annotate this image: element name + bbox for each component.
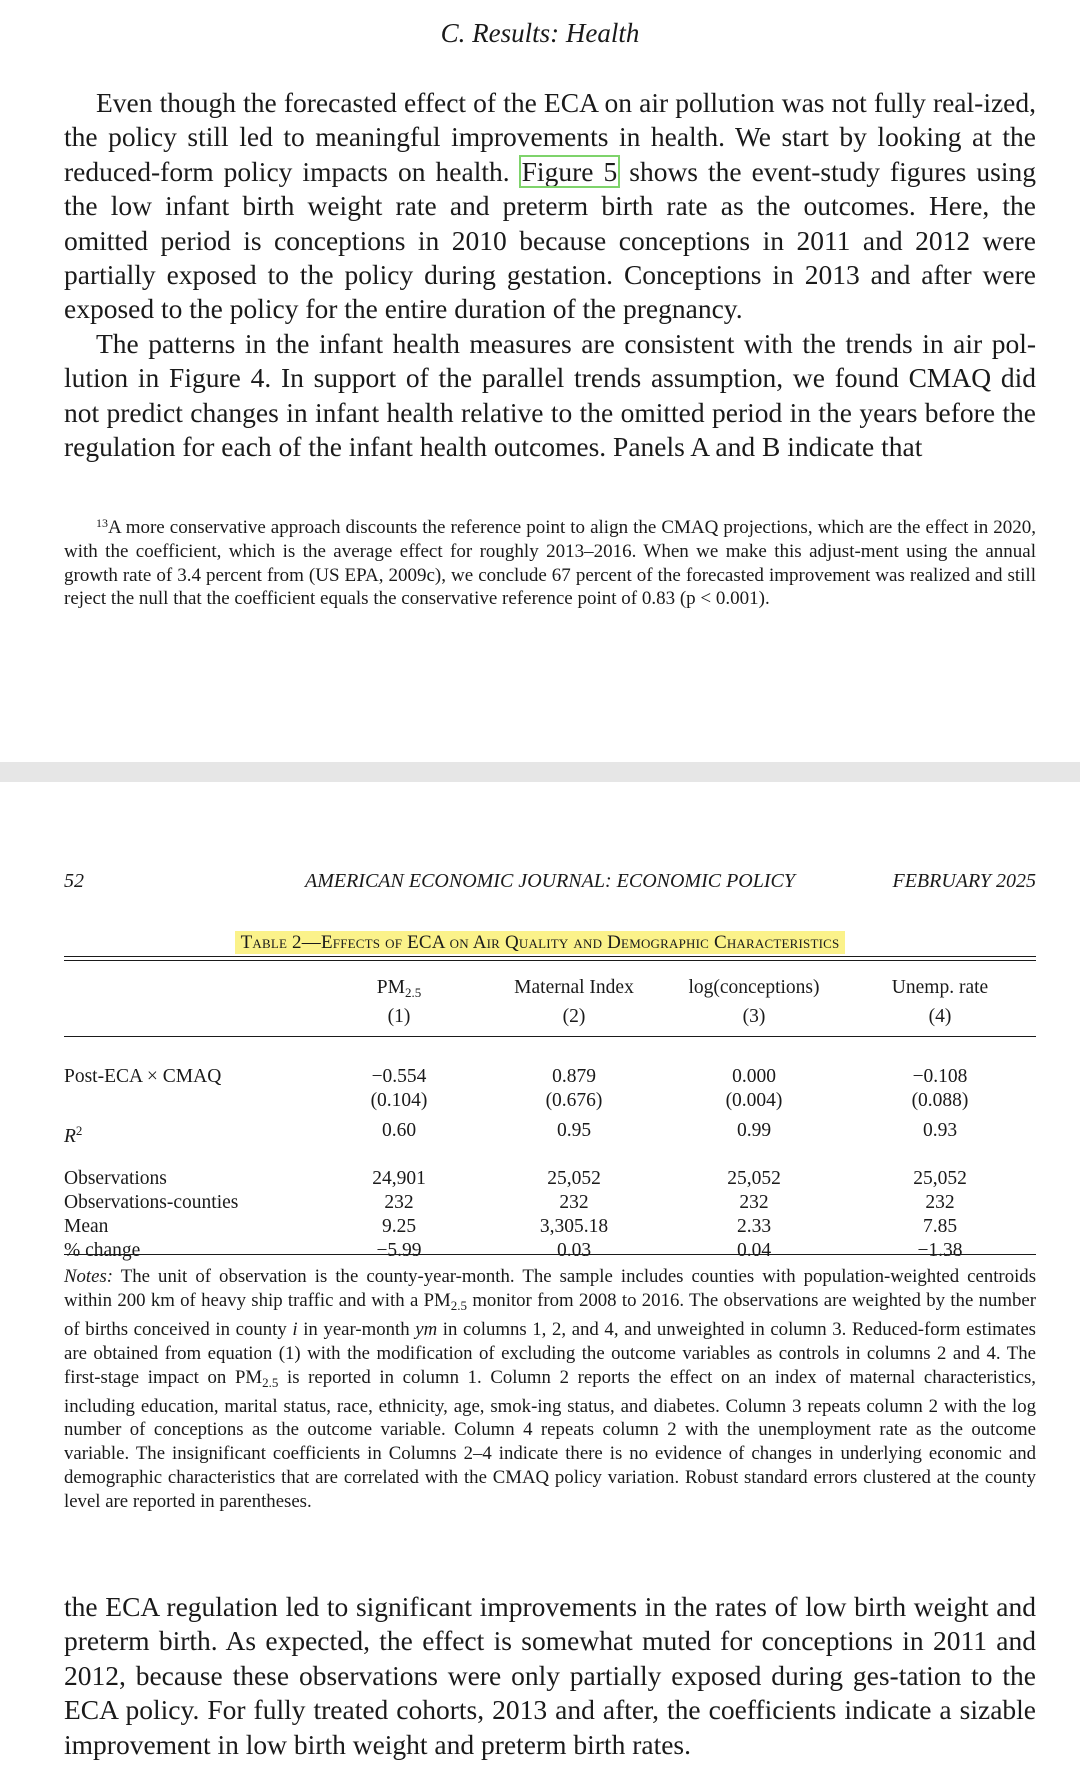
stat-cell: −5.99 xyxy=(376,1239,422,1261)
se-cell: (0.088) xyxy=(911,1089,969,1111)
header-unemp-rate: Unemp. rate xyxy=(891,977,989,998)
col-number: (2) xyxy=(562,1005,586,1027)
table-title: Table 2—Effects of ECA on Air Quality and Demographic Characteristics xyxy=(0,932,1080,954)
observations-counties-row xyxy=(64,1191,1036,1215)
r2-cell: 0.99 xyxy=(736,1119,772,1141)
stat-cell: 25,052 xyxy=(547,1167,601,1189)
se-cell: (0.676) xyxy=(545,1089,603,1111)
journal-name: AMERICAN ECONOMIC JOURNAL: ECONOMIC POLICY xyxy=(305,870,795,892)
paragraph-1: Even though the forecasted effect of the ECA on air pollution was not fully real-ized, the policy still led to meaningful improvements in health. We start by looking at the reduced-form policy impacts on health. Figure 5 shows the event-study figures using the low infant birth weight rate and preterm birth rate as the outcomes. Here, the omitted period is conceptions in 2010 because conceptions in 2011 and 2012 were partially exposed to the policy during gestation. Conceptions in 2013 and after were exposed to the policy for the entire duration of the pregnancy. xyxy=(64,87,1036,325)
r2-cell: 0.60 xyxy=(381,1119,417,1141)
row-label: Observations-counties xyxy=(64,1191,239,1213)
row-label: Observations xyxy=(64,1167,167,1189)
results-table xyxy=(64,976,1036,1263)
stat-cell: 0.04 xyxy=(736,1239,772,1261)
table-notes: Notes: The unit of observation is the county-year-month. The sample includes counties with population-weighted centroids within 200 km of heavy ship traffic and with a $PM_{2.5}$ monitor from 2008 to 2016. The observations are weighted by the number of births conceived in county i in year-month ym in columns 1, 2, and 4, and unweighted in column 3. Reduced-form estimates are obtained from equation (1) with the modification of excluding the outcome variables as controls in columns 2 and 4. The first-stage impact on $PM_{2.5}$ is reported in column 1. Column 2 reports the effect on an index of maternal characteristics, including education, marital status, race, ethnicity, age, smok-ing status, and diabetes. Column 3 repeats column 2 with the log number of conceptions as the outcome variable. Column 4 repeats column 2 with the unemployment rate as the outcome variable. The insignificant coefficients in Columns 2–4 indicate there is no evidence of changes in underlying economic and demographic characteristics that are correlated with the CMAQ policy variation. Robust standard errors clustered at the county level are reported in parentheses. xyxy=(64,1266,1036,1513)
row-label-r2: $R^2$ xyxy=(64,1122,83,1147)
coef-cell: −0.554 xyxy=(371,1065,427,1087)
footnote-13 xyxy=(64,512,1036,611)
stat-cell: 232 xyxy=(925,1191,955,1213)
stat-cell: 7.85 xyxy=(922,1215,958,1237)
mean-row xyxy=(64,1215,1036,1239)
page-number: 52 xyxy=(64,870,84,892)
section-title: C. Results: Health xyxy=(440,18,640,48)
paragraph-2: The patterns in the infant health measures are consistent with the trends in air pol-lution in Figure 4. In support of the parallel trends assumption, we found CMAQ did not predict changes in infant health relative to the omitted period in the years before the regulation for each of the infant health outcomes. Panels A and B indicate that xyxy=(64,327,1036,463)
stat-cell: 232 xyxy=(384,1191,414,1213)
stat-cell: 25,052 xyxy=(727,1167,781,1189)
se-cell: (0.004) xyxy=(725,1089,783,1111)
body-text-top xyxy=(64,86,1036,464)
header-log-conceptions: log(conceptions) xyxy=(688,977,820,998)
paragraph-3: the ECA regulation led to significant improvements in the rates of low birth weight and preterm birth. As expected, the effect is somewhat muted for conceptions in 2011 and 2012, because these observations were only partially exposed during ges-tation to the ECA policy. For fully treated cohorts, 2013 and after, the coefficients indicate a sizable improvement in low birth weight and preterm birth rates. xyxy=(64,1591,1036,1760)
stat-cell: 9.25 xyxy=(381,1215,417,1237)
r2-row xyxy=(64,1119,1036,1167)
table-top-rule-1 xyxy=(64,956,1036,957)
col-number: (1) xyxy=(387,1005,411,1027)
stat-cell: 24,901 xyxy=(372,1167,426,1189)
stat-cell: 25,052 xyxy=(913,1167,967,1189)
running-head xyxy=(64,870,1036,900)
se-row xyxy=(64,1089,1036,1119)
figure-5-link[interactable]: Figure 5 xyxy=(521,155,618,187)
coef-cell: −0.108 xyxy=(912,1065,968,1087)
r2-cell: 0.93 xyxy=(922,1119,958,1141)
column-number-row xyxy=(64,1005,1036,1065)
table-top-rule-2 xyxy=(64,960,1036,961)
footnote-text: A more conservative approach discounts the reference point to align the CMAQ projections, which are the effect in 2020, with the coefficient, which is the average effect for roughly 2013–2016. When we make this adjust-ment using the annual growth rate of 3.4 percent from (US EPA, 2009c), we conclude 67 percent of the forecasted improvement was realized and still reject the null that the coefficient equals the conservative reference point of 0.83 (p < 0.001). xyxy=(64,517,1036,610)
row-label: Post-ECA × CMAQ xyxy=(64,1065,222,1087)
header-row xyxy=(64,976,1036,1005)
stat-cell: 0.03 xyxy=(556,1239,592,1261)
row-label: % change xyxy=(64,1239,141,1261)
issue-date: FEBRUARY 2025 xyxy=(892,870,1036,892)
r2-cell: 0.95 xyxy=(556,1119,592,1141)
coef-row xyxy=(64,1065,1036,1089)
stat-cell: 2.33 xyxy=(736,1215,772,1237)
pct-change-row xyxy=(64,1239,1036,1263)
stat-cell: 232 xyxy=(739,1191,769,1213)
se-cell: (0.104) xyxy=(370,1089,428,1111)
stat-cell: 3,305.18 xyxy=(539,1215,609,1237)
coef-cell: 0.879 xyxy=(552,1065,596,1087)
observations-row xyxy=(64,1167,1036,1191)
stat-cell: −1.38 xyxy=(917,1239,963,1261)
footnote-number: 13 xyxy=(96,516,108,530)
header-maternal-index: Maternal Index xyxy=(514,977,634,998)
body-text-bottom xyxy=(64,1590,1036,1762)
stat-cell: 232 xyxy=(559,1191,589,1213)
header-pm25: $PM_{2.5}$ xyxy=(376,977,422,1000)
coef-cell: 0.000 xyxy=(732,1065,776,1087)
col-number: (4) xyxy=(928,1005,952,1027)
col-number: (3) xyxy=(742,1005,766,1027)
page-separator xyxy=(0,762,1080,782)
row-label: Mean xyxy=(64,1215,109,1237)
